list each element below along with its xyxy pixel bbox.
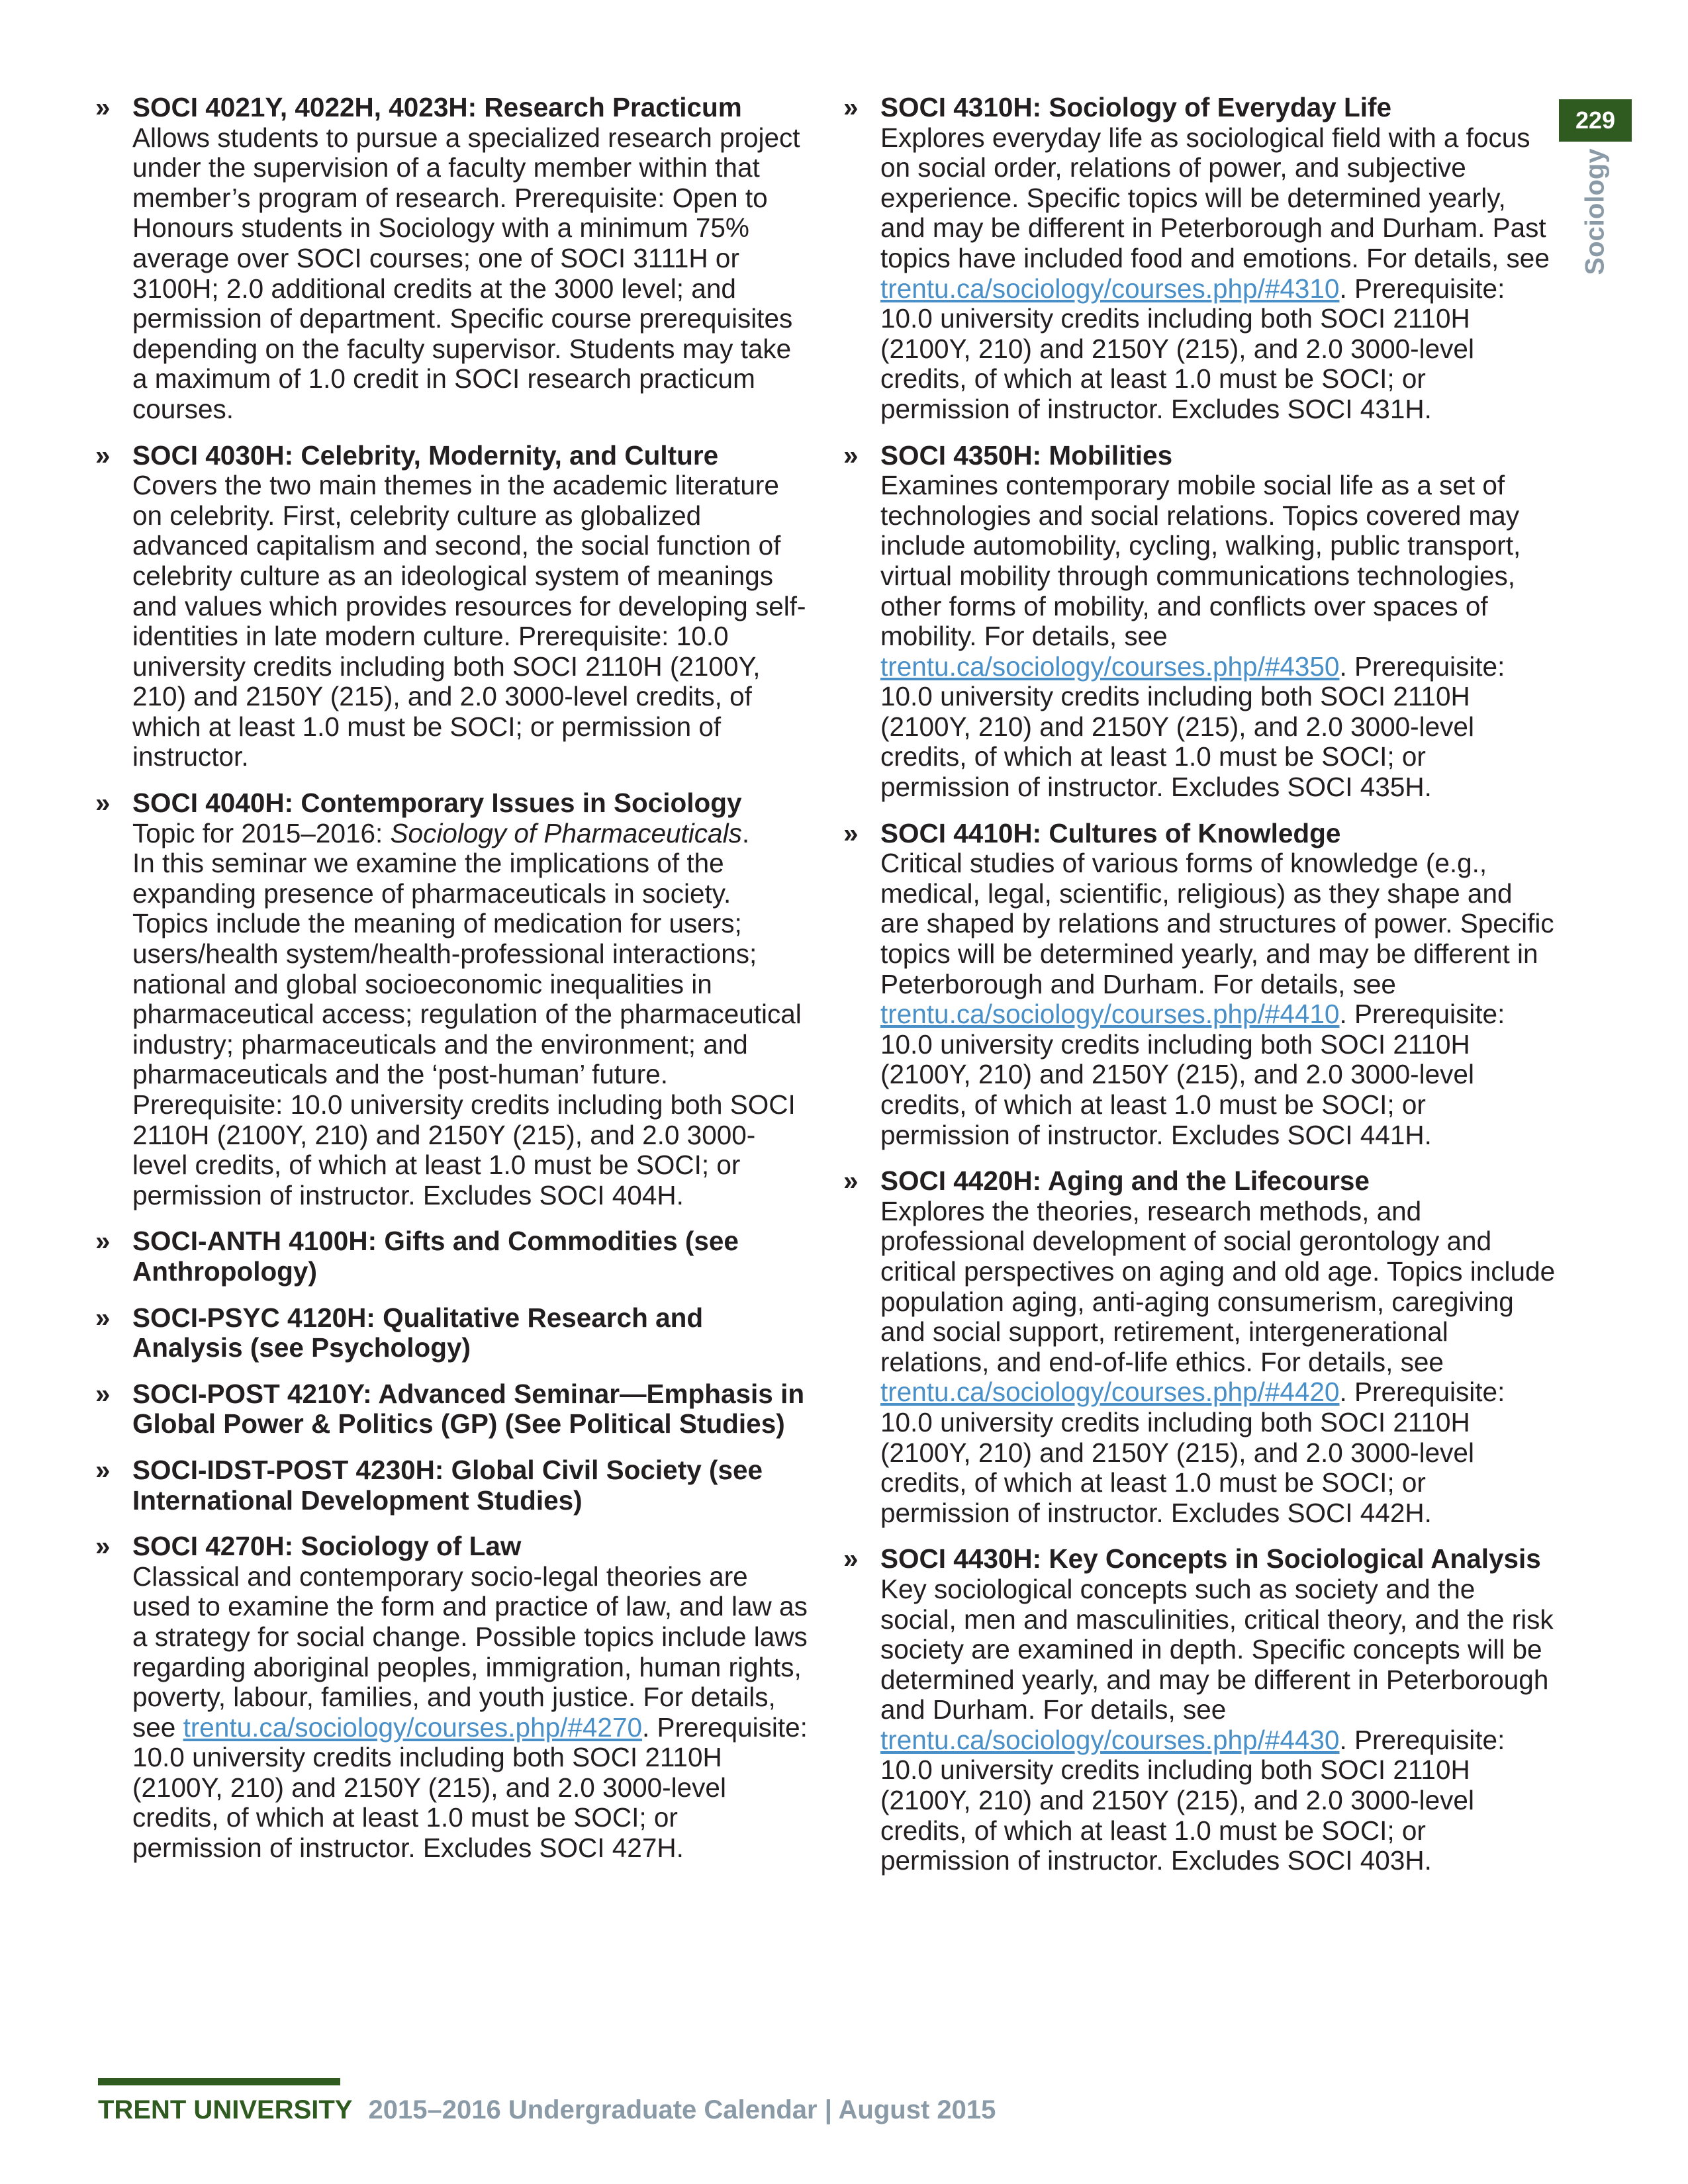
course-details-link[interactable]: trentu.ca/sociology/courses.php/#4350 (880, 651, 1340, 682)
description-text: Explores everyday life as sociological field with a focus on social order, relations of power, and subjective experience. Specific topics will be determined yearly, and may be different in Peterborough and Durham. Past topics have included food and emotions. For details, see (880, 122, 1550, 273)
description-text: Critical studies of various forms of knowledge (e.g., medical, legal, scientific, religious) as they shape and are shaped by relations and structures of power. Specific topics will be determined yearly, and may be different in Peterborough and Durham. For details, see (880, 848, 1554, 999)
course-entry-soci-4040h (93, 788, 808, 1210)
course-details-link[interactable]: trentu.ca/sociology/courses.php/#4410 (880, 999, 1340, 1030)
footer-calendar: 2015–2016 Undergraduate Calendar | August 2015 (368, 2095, 996, 2124)
right-column (841, 93, 1556, 1892)
course-details-link[interactable]: trentu.ca/sociology/courses.php/#4420 (880, 1377, 1340, 1408)
description-text: Examines contemporary mobile social life as a set of technologies and social relations. Topics covered may include automobility, cycling, walking, public transport, virtual mobility through communications technologies, other forms of mobility, and conflicts over spaces of mobility. For details, see (880, 470, 1521, 652)
course-title: SOCI 4420H: Aging and the Lifecourse (880, 1165, 1370, 1197)
course-entry-soci-4410h (841, 819, 1556, 1151)
bullet-icon: » (95, 1454, 111, 1485)
course-entry-soci-4430h (841, 1544, 1556, 1876)
topic-suffix: . (741, 817, 750, 848)
description-text: Classical and contemporary socio-legal theories are used to examine the form and practice of law, and law as a strategy for social change. Possible topics include laws regarding aboriginal peoples, immigration, human rights, poverty, labour, families, and youth justice. For details, see (132, 1561, 808, 1743)
course-title: SOCI 4021Y, 4022H, 4023H: Research Practicum (132, 92, 742, 122)
course-topic-line (132, 819, 808, 849)
course-description (880, 471, 1556, 803)
page-footer (98, 2095, 996, 2125)
description-text: Explores the theories, research methods, and professional development of social gerontology and critical perspectives on aging and old age. Topics include population aging, anti-aging consumerism, caregiving and social support, retirement, intergenerational relations, and end-of-life ethics. For details, see (880, 1195, 1556, 1377)
bullet-icon: » (843, 1543, 859, 1574)
left-column (93, 93, 808, 1880)
description-text: Key sociological concepts such as society and the social, men and masculinities, critical theory, and the risk society are examined in depth. Specific concepts will be determined yearly, and may be different in Peterborough and Durham. For details, see (880, 1573, 1554, 1725)
course-entry-soci-post-4210y (93, 1379, 808, 1439)
course-entry-soci-4030h (93, 441, 808, 773)
bullet-icon: » (843, 1165, 859, 1197)
course-description: In this seminar we examine the implications of the expanding presence of pharmaceuticals in society. Topics include the meaning of medication for users; users/health system/health-professional interactions; national and global socioeconomic inequalities in pharmaceutical access; regulation of the pharmaceutical industry; pharmaceuticals and the environment; and pharmaceuticals and the ‘post-human’ future. Prerequisite: 10.0 university credits including both SOCI 2110H (2100Y, 210) and 2150Y (215), and 2.0 3000-level credits, of which at least 1.0 must be SOCI; or permission of instructor. Excludes SOCI 404H. (132, 848, 802, 1210)
course-description (880, 1197, 1556, 1529)
bullet-icon: » (95, 439, 111, 471)
course-details-link[interactable]: trentu.ca/sociology/courses.php/#4270 (183, 1711, 643, 1743)
course-entry-soci-4420h (841, 1166, 1556, 1528)
course-details-link[interactable]: trentu.ca/sociology/courses.php/#4430 (880, 1724, 1340, 1755)
topic-name: Sociology of Pharmaceuticals (390, 817, 742, 848)
course-entry-soci-4350h (841, 441, 1556, 803)
description-text: . Prerequisite: 10.0 university credits including both SOCI 2110H (2100Y, 210) and 2150Y (215), and 2.0 3000-level credits, of which at least 1.0 must be SOCI; or permission of instructor. Excludes SOCI 441H. (880, 999, 1505, 1150)
course-entry-soci-psyc-4120h (93, 1303, 808, 1363)
section-tab-label: Sociology (1580, 148, 1610, 275)
course-description (132, 1562, 808, 1864)
description-text: . Prerequisite: 10.0 university credits including both SOCI 2110H (2100Y, 210) and 2150Y (215), and 2.0 3000-level credits, of which at least 1.0 must be SOCI; or permission of instructor. Excludes SOCI 427H. (132, 1711, 808, 1864)
bullet-icon: » (95, 1226, 111, 1257)
bullet-icon: » (95, 92, 111, 122)
description-text: . Prerequisite: 10.0 university credits including both SOCI 2110H (2100Y, 210) and 2150Y (215), and 2.0 3000-level credits, of which at least 1.0 must be SOCI; or permission of instructor. Excludes SOCI 442H. (880, 1377, 1505, 1528)
bullet-icon: » (95, 788, 111, 819)
footer-rule (98, 2078, 340, 2085)
topic-prefix: Topic for 2015–2016: (132, 817, 391, 848)
bullet-icon: » (95, 1302, 111, 1333)
course-description: Allows students to pursue a specialized research project under the supervision of a faculty member within that member’s program of research. Prerequisite: Open to Honours students in Sociology with a minimum 75% average over SOCI courses; one of SOCI 3111H or 3100H; 2.0 additional credits at the 3000 level; and permission of department. Specific course prerequisites depending on the faculty supervisor. Students may take a maximum of 1.0 credit in SOCI research practicum courses. (132, 122, 800, 424)
course-description: Covers the two main themes in the academic literature on celebrity. First, celebrity culture as globalized advanced capitalism and second, the social function of celebrity culture as an ideological system of meanings and values which provides resources for developing self-identities in late modern culture. Prerequisite: 10.0 university credits including both SOCI 2110H (2100Y, 210) and 2150Y (215), and 2.0 3000-level credits, of which at least 1.0 must be SOCI; or permission of instructor. (132, 470, 806, 772)
course-description (880, 123, 1556, 425)
course-entry-soci-anth-4100h (93, 1226, 808, 1287)
course-title: SOCI 4430H: Key Concepts in Sociological Analysis (880, 1543, 1541, 1574)
course-title: SOCI 4040H: Contemporary Issues in Sociology (132, 788, 742, 819)
course-title: SOCI 4030H: Celebrity, Modernity, and Culture (132, 439, 719, 471)
course-entry-soci-4310h (841, 93, 1556, 425)
bullet-icon: » (95, 1378, 111, 1409)
course-title: SOCI-PSYC 4120H: Qualitative Research and Analysis (see Psychology) (132, 1302, 704, 1363)
footer-university: TRENT UNIVERSITY (98, 2095, 353, 2124)
bullet-icon: » (843, 92, 859, 122)
course-title: SOCI-IDST-POST 4230H: Global Civil Society (see International Development Studies) (132, 1454, 763, 1516)
course-title: SOCI 4270H: Sociology of Law (132, 1531, 522, 1562)
page-number-badge: 229 (1559, 99, 1632, 142)
bullet-icon: » (843, 439, 859, 471)
course-details-link[interactable]: trentu.ca/sociology/courses.php/#4310 (880, 273, 1340, 304)
course-title: SOCI 4350H: Mobilities (880, 439, 1173, 471)
course-title: SOCI 4310H: Sociology of Everyday Life (880, 92, 1391, 122)
description-text: . Prerequisite: 10.0 university credits including both SOCI 2110H (2100Y, 210) and 2150Y (215), and 2.0 3000-level credits, of which at least 1.0 must be SOCI; or permission of instructor. Excludes SOCI 431H. (880, 273, 1505, 424)
course-entry-soci-idst-post-4230h (93, 1455, 808, 1516)
description-text: . Prerequisite: 10.0 university credits including both SOCI 2110H (2100Y, 210) and 2150Y (215), and 2.0 3000-level credits, of which at least 1.0 must be SOCI; or permission of instructor. Excludes SOCI 435H. (880, 651, 1505, 803)
course-description (880, 1574, 1556, 1876)
course-entry-soci-4021y (93, 93, 808, 425)
course-description (880, 848, 1556, 1150)
bullet-icon: » (843, 817, 859, 848)
description-text: . Prerequisite: 10.0 university credits including both SOCI 2110H (2100Y, 210) and 2150Y (215), and 2.0 3000-level credits, of which at least 1.0 must be SOCI; or permission of instructor. Excludes SOCI 403H. (880, 1724, 1505, 1876)
course-entry-soci-4270h (93, 1531, 808, 1864)
course-title: SOCI-POST 4210Y: Advanced Seminar—Emphasis in Global Power & Politics (GP) (See Political Studies) (132, 1378, 805, 1439)
bullet-icon: » (95, 1531, 111, 1562)
course-title: SOCI 4410H: Cultures of Knowledge (880, 817, 1341, 848)
course-title: SOCI-ANTH 4100H: Gifts and Commodities (see Anthropology) (132, 1226, 739, 1287)
